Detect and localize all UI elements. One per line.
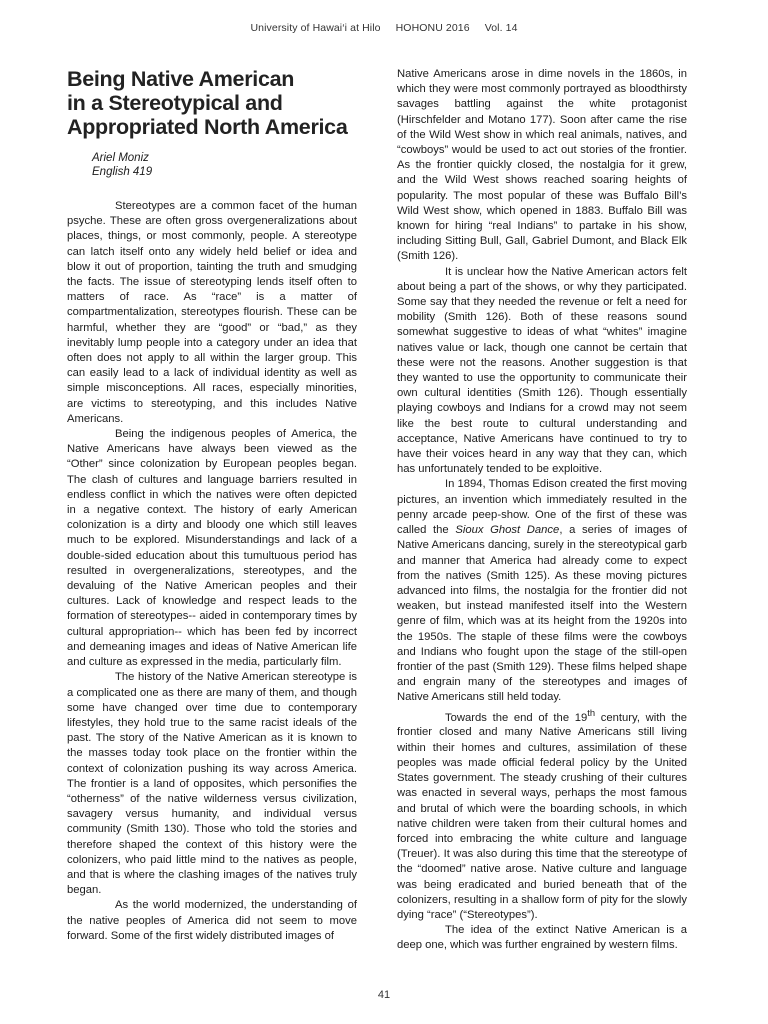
ordinal-suffix: th bbox=[587, 707, 596, 718]
body-paragraph: As the world modernized, the understanding of the native peoples of America did not seem to move forward. Some of the first widely distributed images of bbox=[67, 899, 357, 942]
title-line: in a Stereotypical and bbox=[67, 91, 283, 115]
title-line: Being Native American bbox=[67, 67, 295, 91]
film-title: Sioux Ghost Dance bbox=[455, 524, 560, 537]
body-paragraph: Being the indigenous peoples of America, the Native Americans have always been viewed as the “Other” since colonization by European peoples began. The clash of cultures and language barriers resulted in endless conflict in which the natives were often depicted in a negative context. The history of early American colonization is a dirty and bloody one which still leaves much to be explored. Misunderstandings and lack of a double-sided education about this tumultuous period has resulted in overgeneralizations, stereotypes, and the devaluing of the Native American peoples and their cultures. Lack of knowledge and respect leads to the formation of stereotypes-- aided in contemporary times by cultural appropriation-- which has been fed by incorrect and demeaning images and ideas of Native American life and culture as expressed in the media, particularly film. bbox=[67, 428, 357, 669]
body-paragraph: It is unclear how the Native American actors felt about being a part of the shows, or why they participated. Some say that they needed the revenue or felt a need for mobility (Smith 126). Both of these reasons sound somewhat suggestive to ideas of what “whites” imagine natives value or lack, though one cannot be certain that these were not the reasons. Another suggestion is that they wanted to use the opportunity to communicate their own cultural identities (Smith 126). Though essentially playing cowboys and Indians for a crowd may not seem like the best route to cultural understanding and acceptance, Native Americans have continued to try to have their voices heard in any way that they can, which has unfortunately tended to be exploitive. bbox=[397, 265, 687, 476]
body-paragraph bbox=[397, 706, 687, 924]
body-paragraph: The history of the Native American stereotype is a complicated one as there are many of them, and though some have changed over time due to contemporary lifestyles, they hold true to the same racist ideals of the past. The story of the Native American as it is known to the masses today took place on the frontier within the context of colonization pushing its way across America. The frontier is a land of opposites, which personifies the “otherness” of the native wilderness versus civilization, savagery versus humanity, and individual versus community (Smith 130). Those who told the stories and therefore shaped the context of this history were the colonizers, who paid little mind to the natives as people, and that is where the clashing images of the natives truly began. bbox=[67, 671, 357, 897]
paragraph-text: , a series of images of Native Americans dancing, surely in the stereotypical garb and manner that America had already come to expect from the natives (Smith 125). As these moving pictures advanced into films, the nostalgia for the frontier did not weaken, but instead manifested itself into the Western genre of film, which was at its height from the 1920s into the 1950s. The staple of these films were the cowboys and Indians who fought upon the stage of the still-open frontier of the past (Smith 129). These films helped shape and engrain many of the stereotypes and images of Native Americans still held today. bbox=[397, 524, 687, 704]
paragraph-text: century, with the frontier closed and many Native Americans still living within their homes and cultures, assimilation of these peoples was made official federal policy by the United States government. The steady crushing of their cultures was enacted in several ways, perhaps the most famous and brutal of which were the boarding schools, in which native children were taken from their cultural homes and forced into embracing the white culture and language (Treuer). It was also during this time that the stereotype of the “doomed” native arose. Native culture and language was being eradicated and buried beneath that of the colonizers, resulting in a shallow form of pity for the slowly dying “race” (“Stereotypes”). bbox=[397, 711, 687, 921]
page-number: 41 bbox=[377, 989, 391, 1001]
article-title bbox=[67, 67, 357, 139]
course-name: English 419 bbox=[92, 166, 153, 178]
left-column bbox=[67, 67, 357, 944]
body-paragraph: The idea of the extinct Native American is a deep one, which was further engrained by western films. bbox=[397, 924, 687, 952]
body-paragraph: Native Americans arose in dime novels in the 1860s, in which they were most commonly portrayed as bloodthirsty savages battling against the white protagonist (Hirschfelder and Motano 177). Soon after came the rise of the Wild West show in which real animals, natives, and “cowboys” would be used to act out stories of the frontier. As the frontier quickly closed, the nostalgia for it grew, and the Wild West shows reached soaring heights of popularity. The most popular of these was Buffalo Bill’s Wild West show, which opened in 1883. Buffalo Bill was known for hiring “real Indians” to partake in his show, including Sitting Bull, Gall, Gabriel Dumont, and Black Elk (Smith 126). bbox=[397, 68, 687, 263]
title-line: Appropriated North America bbox=[67, 115, 348, 139]
right-column bbox=[397, 67, 687, 954]
paragraph-text: In 1894, Thomas Edison created the first moving pictures, an invention which immediately resulted in the penny arcade peep-show. One of the first of these was called the bbox=[397, 478, 687, 537]
running-header bbox=[0, 22, 768, 34]
byline bbox=[92, 151, 357, 179]
header-volume: Vol. 14 bbox=[484, 22, 518, 34]
header-journal: HOHONU 2016 bbox=[395, 22, 470, 34]
body-paragraph bbox=[397, 477, 687, 705]
paragraph-text: Towards the end of the 19 bbox=[445, 711, 588, 724]
header-institution: University of Hawai‘i at Hilo bbox=[250, 22, 381, 34]
author-name: Ariel Moniz bbox=[92, 152, 149, 164]
body-paragraph: Stereotypes are a common facet of the human psyche. These are often gross overgeneralizations about places, things, or most commonly, people. A stereotype can latch itself onto any widely held belief or idea and blow it out of proportion, tainting the truth and smudging the facts. The issue of stereotyping lends itself often to matters of race. As “race” is a matter of compartmentalization, stereotypes flourish. These can be harmful, whether they are “good” or “bad,” as they inevitably lump people into a category under an idea that often does not apply to all within the larger group. This can easily lead to a lack of individual identity as well as simple misconceptions. All races, especially minorities, are victims to stereotyping, and this includes Native Americans. bbox=[67, 200, 357, 425]
